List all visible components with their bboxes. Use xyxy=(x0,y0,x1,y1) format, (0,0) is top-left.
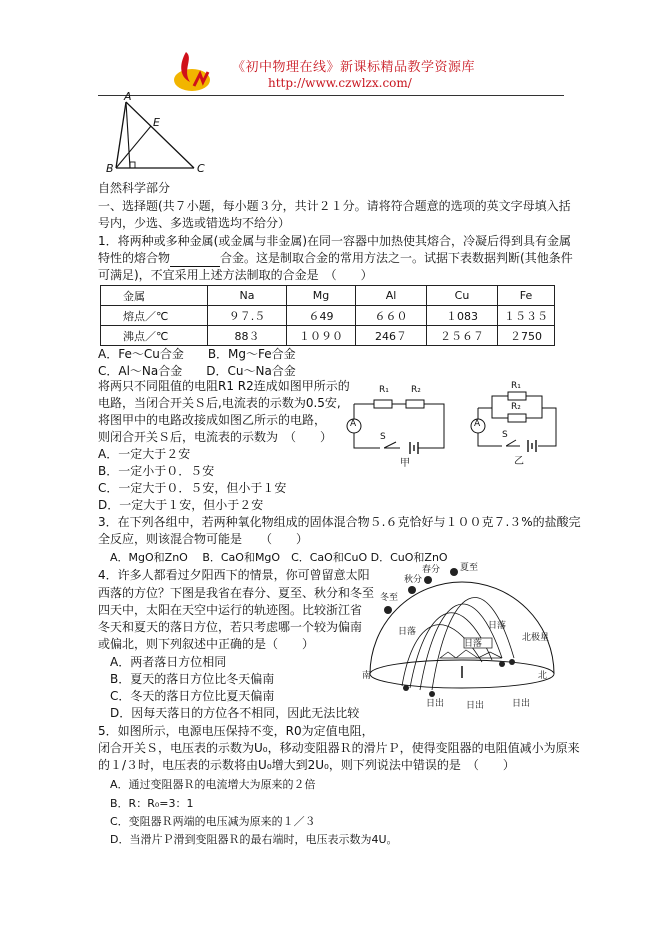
section-title: 自然科学部分 xyxy=(98,181,171,195)
label-nan: 南 xyxy=(362,671,372,681)
section-intro-1: 一、选择题(共７小题，每小题３分，共计２１分。请将符合题意的选项的英文字母填入括 xyxy=(98,199,571,213)
label-riluo-3: 日落 xyxy=(488,621,507,631)
label-dongzhi: 冬至 xyxy=(380,593,399,603)
table-cell: １０９０ xyxy=(287,326,356,346)
q5-option-a: A．通过变阻器Ｒ的电流增大为原来的２倍 xyxy=(110,778,316,791)
label-beijixing: 北极星 xyxy=(522,633,550,643)
circuit-jia-figure xyxy=(340,385,460,469)
label-xiazhi: 夏至 xyxy=(460,563,479,573)
jia-ammeter-label: A xyxy=(350,419,357,429)
yi-switch-label: S xyxy=(502,430,508,440)
table-header-cell: 金属 xyxy=(101,286,208,306)
table-cell: 88３ xyxy=(208,326,287,346)
table-cell: 熔点／℃ xyxy=(101,306,208,326)
q5-option-d: D．当滑片Ｐ滑到变阻器Ｒ的最右端时，电压表示数为4U。 xyxy=(110,833,398,846)
q2-option-a: A．一定大于２安 xyxy=(98,447,191,461)
q4-option-d: D．因每天落日的方位各不相同，因此无法比较 xyxy=(110,706,360,720)
table-header-cell: Fe xyxy=(498,286,555,306)
q5-option-b: B．R：R₀=3：1 xyxy=(110,797,194,810)
section-intro-2: 号内，少选、多选或错选均不给分） xyxy=(98,216,291,230)
table-cell: ６49 xyxy=(287,306,356,326)
q4-line5: 或偏北，则下列叙述中正确的是（ ） xyxy=(98,637,315,651)
table-cell: １083 xyxy=(427,306,498,326)
q2-line1: 将两只不同阻值的电阻R1 R2连成如图甲所示的 xyxy=(98,379,350,393)
table-cell: ２750 xyxy=(498,326,555,346)
q2-option-c: C．一定大于０．５安，但小于１安 xyxy=(98,481,287,495)
q2-line2: 电路，当闭合开关Ｓ后,电流表的示数为0.5安, xyxy=(98,396,341,410)
circuit-yi-figure xyxy=(468,381,568,468)
q2-line4: 则闭合开关Ｓ后，电流表的示数为 （ ） xyxy=(98,430,333,444)
label-chunfen: 春分 xyxy=(422,565,441,575)
label-c: C xyxy=(197,162,205,175)
q2-option-d: D．一定大于１安，但小于２安 xyxy=(98,498,264,512)
q1-line1: 1．将两种或多种金属(或金属与非金属)在同一容器中加热使其熔合，冷凝后得到具有金属 xyxy=(98,234,572,248)
q3-line2: 全反应，则该混合物可能是 （ ） xyxy=(98,532,309,546)
label-richu-3: 日出 xyxy=(512,699,531,709)
jia-r1-label: R₁ xyxy=(379,385,389,395)
q1-blank xyxy=(170,254,220,267)
q4-option-c: C．冬天的落日方位比夏天偏南 xyxy=(110,689,275,703)
q4-line3: 四天中，太阳在天空中运行的轨迹图。比较浙江省 xyxy=(98,603,363,617)
q1-line2 xyxy=(98,250,573,267)
label-richu-1: 日出 xyxy=(426,699,445,709)
table-cell: ６６０ xyxy=(356,306,427,326)
q5-line3: 的１/３时，电压表的示数将由U₀增大到2U₀，则下列说法中错误的是 （ ） xyxy=(98,758,515,772)
table-row xyxy=(101,326,555,346)
table-cell: 沸点／℃ xyxy=(101,326,208,346)
q5-line1: 5．如图所示，电源电压保持不变，R0为定值电阻， xyxy=(98,724,374,738)
q2-line3: 将图甲中的电路改接成如图乙所示的电路， xyxy=(98,413,327,427)
table-header-cell: Cu xyxy=(427,286,498,306)
label-bei: 北 xyxy=(538,671,548,681)
q1-line2b: 合金。这是制取合金的常用方法之一。试据下表数据判断(其他条件 xyxy=(220,251,573,265)
label-qiufen: 秋分 xyxy=(404,575,423,585)
triangle-figure xyxy=(104,90,205,176)
q1-line3: 可满足)，不宜采用上述方法制取的合金是 （ ） xyxy=(98,268,373,282)
label-a: A xyxy=(124,90,132,103)
label-richu-2: 日出 xyxy=(466,701,485,711)
yi-r2-label: R₂ xyxy=(511,402,521,412)
q1-options-ab: A．Fe～Cu合金 B．Mg～Fe合金 xyxy=(98,347,296,361)
q4-option-a: A．两者落日方位相同 xyxy=(110,655,227,669)
site-logo xyxy=(172,48,214,94)
q4-option-b: B．夏天的落日方位比冬天偏南 xyxy=(110,672,275,686)
q5-line2: 闭合开关Ｓ，电压表的示数为U₀，移动变阻器Ｒ的滑片Ｐ，使得变阻器的电阻值减小为原来 xyxy=(98,741,580,755)
metal-table xyxy=(100,285,555,346)
table-header-cell: Na xyxy=(208,286,287,306)
q3-options: A．MgO和ZnO B．CaO和MgO C．CaO和CuO D．CuO和ZnO xyxy=(110,551,448,564)
table-cell: 246７ xyxy=(356,326,427,346)
q4-line2: 西落的方位？下图是我省在春分、夏至、秋分和冬至 xyxy=(98,586,375,600)
yi-caption: 乙 xyxy=(514,456,524,467)
table-header-row xyxy=(101,286,555,306)
table-cell: １５３５ xyxy=(498,306,555,326)
sun-path-diagram xyxy=(362,563,562,716)
label-e: E xyxy=(153,116,160,129)
yi-r1-label: R₁ xyxy=(511,381,521,391)
jia-caption: 甲 xyxy=(400,458,410,469)
q4-line4: 冬天和夏天的落日方位，若只考虑哪一个较为偏南 xyxy=(98,620,363,634)
table-header-cell: Al xyxy=(356,286,427,306)
jia-r2-label: R₂ xyxy=(411,385,421,395)
table-cell: ２５６７ xyxy=(427,326,498,346)
q1-line2a: 特性的熔合物 xyxy=(98,251,171,265)
table-header-cell: Mg xyxy=(287,286,356,306)
header-title: 《初中物理在线》新课标精品教学资源库 xyxy=(232,60,476,75)
yi-ammeter-label: A xyxy=(474,419,481,429)
header-url: http://www.czwlzx.com/ xyxy=(268,76,412,90)
q5-option-c: C．变阻器Ｒ两端的电压减为原来的１／３ xyxy=(110,815,316,828)
label-riluo-2: 日落 xyxy=(464,639,483,649)
table-cell: ９７.５ xyxy=(208,306,287,326)
jia-switch-label: S xyxy=(380,432,386,442)
q3-line1: 3．在下列各组中，若两种氧化物组成的固体混合物５.６克恰好与１００克７.３%的盐酸完 xyxy=(98,515,581,529)
q1-options-cd: C．Al～Na合金 D．Cu～Na合金 xyxy=(98,364,296,378)
label-riluo-1: 日落 xyxy=(398,627,417,637)
label-b: B xyxy=(106,162,114,175)
table-row xyxy=(101,306,555,326)
q4-line1: 4．许多人都看过夕阳西下的情景，你可曾留意太阳 xyxy=(98,568,370,582)
q2-option-b: B．一定小于０．５安 xyxy=(98,464,215,478)
